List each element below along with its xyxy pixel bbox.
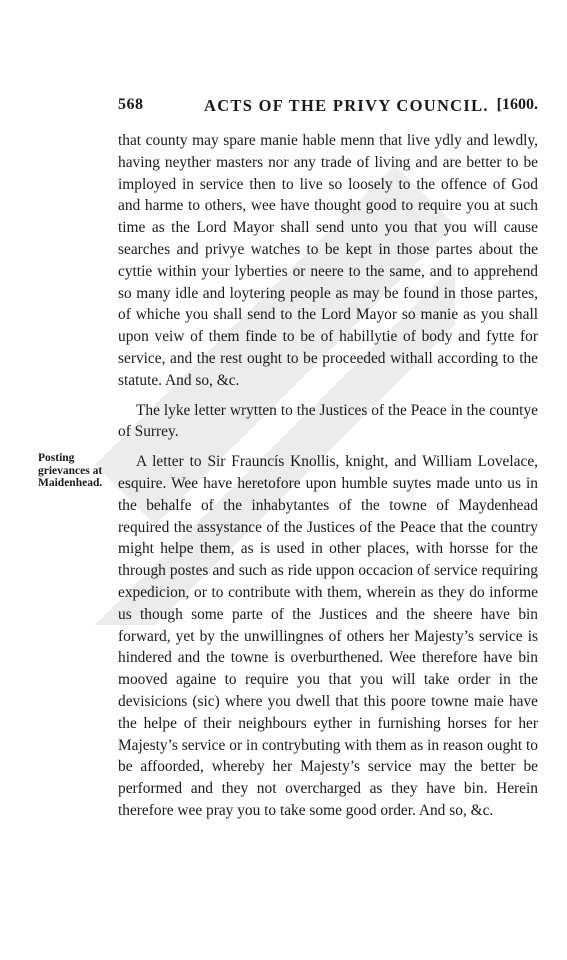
paragraph-continuation: that county may spare manie hable menn that live ydly and lewdly, having neyther masters nor any trade of living and are better to be imployed in service then to live so loosely to the offence of God and harme to others, wee have thought good to require you at such time as the Lord Mayor shall send unto you that you will cause searches and privye watches to be kept in those partes about the cyttie within your lyberties or neere to the same, and to apprehend so many idle and loytering people as may be found in those partes, of whiche you shall send to the Lord Mayor so manie as you shall upon veiw of them finde to be of habillytie of body and fytte for service, and the rest ought to be proceeded withall according to the statute. And so, &c.: [118, 132, 538, 389]
paragraph-knollis-letter: A letter to Sir Frauncís Knollis, knight, and William Lovelace, esquire. Wee have heretofore upon humble suytes made unto us in the behalfe of the inhabytantes of the towne of Maydenhead required the assystance of the Justices of the Peace that the country might helpe them, as is used in other places, with horsse for the through postes and such as ride uppon occacion of service requiring expedicion, or to contribute with them, wherein as they do informe us though some parte of the Justices and the sheere have bin forward, yet by the unwillingnes of others her Majesty’s service is hindered and the towne is overburthened. Wee therefore have bin mooved againe to require you that you will take order in the devisicions (sic) where you dwell that this poore towne maie have the helpe of their neighbours eyther in furnishing horses for her Majesty’s service or in contrybuting with them as in reason ought to be affoorded, whereby her Majesty’s service may the better be performed and they not overcharged as they have bin. Herein therefore wee pray you to take some good order. And so, &c.: [118, 453, 538, 819]
margin-note: Posting grievances at Maidenhead.: [38, 452, 103, 489]
page-header: [118, 96, 538, 118]
body-text: [118, 130, 538, 822]
running-title: ACTS OF THE PRIVY COUNCIL.: [204, 96, 489, 115]
year-marker: [1600.: [496, 96, 538, 113]
page-number: 568: [118, 96, 144, 113]
paragraph-surrey-letter: The lyke letter wrytten to the Justices of the Peace in the countye of Surrey.: [118, 401, 538, 441]
